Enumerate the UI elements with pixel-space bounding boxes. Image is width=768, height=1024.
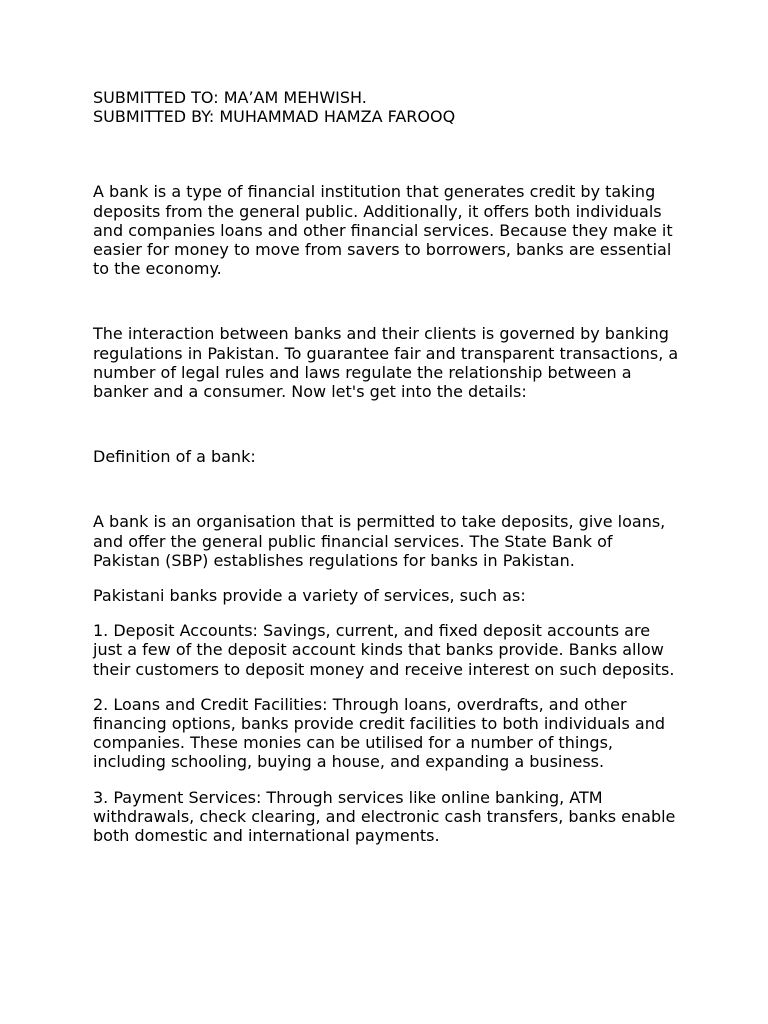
spacer	[93, 570, 683, 586]
document-page	[93, 88, 683, 845]
service-item-deposit-accounts: 1. Deposit Accounts: Savings, current, and fixed deposit accounts are just a few of the deposit account kinds that banks provide. Banks allow their customers to deposit money and receive interest on such deposits.	[93, 621, 675, 679]
definition-paragraph: A bank is an organisation that is permitted to take deposits, give loans, and offer the general public financial services. The State Bank of Pakistan (SBP) establishes regulations for banks in Pakistan.	[93, 512, 666, 570]
submitted-to-line: SUBMITTED TO: MA’AM MEHWISH.	[93, 88, 367, 107]
service-item-loans-credit: 2. Loans and Credit Facilities: Through loans, overdrafts, and other financing options, banks provide credit facilities to both individuals and companies. These monies can be utilised for a number of things, including schooling, buying a house, and expanding a business.	[93, 694, 665, 772]
service-item-payment-services: 3. Payment Services: Through services like online banking, ATM withdrawals, check clearing, and electronic cash transfers, banks enable both domestic and international payments.	[93, 787, 676, 846]
spacer	[93, 401, 683, 447]
submitted-by-line: SUBMITTED BY: MUHAMMAD HAMZA FAROOQ	[93, 107, 456, 127]
spacer	[93, 278, 683, 324]
spacer	[93, 126, 683, 182]
services-intro: Pakistani banks provide a variety of services, such as:	[93, 586, 526, 606]
interaction-paragraph: The interaction between banks and their clients is governed by banking regulations in Pakistan. To guarantee fair and transparent transactions, a number of legal rules and laws regulate the relationship between a banker and a consumer. Now let's get into the details:	[93, 324, 679, 402]
intro-paragraph: A bank is a type of financial institution that generates credit by taking deposits from the general public. Additionally, it offers both individuals and companies loans and other financial services. Because they make it easier for money to move from savers to borrowers, banks are essential to the economy.	[93, 182, 673, 279]
spacer	[93, 679, 683, 695]
spacer	[93, 605, 683, 621]
definition-heading: Definition of a bank:	[93, 447, 256, 467]
spacer	[93, 772, 683, 788]
spacer	[93, 466, 683, 512]
